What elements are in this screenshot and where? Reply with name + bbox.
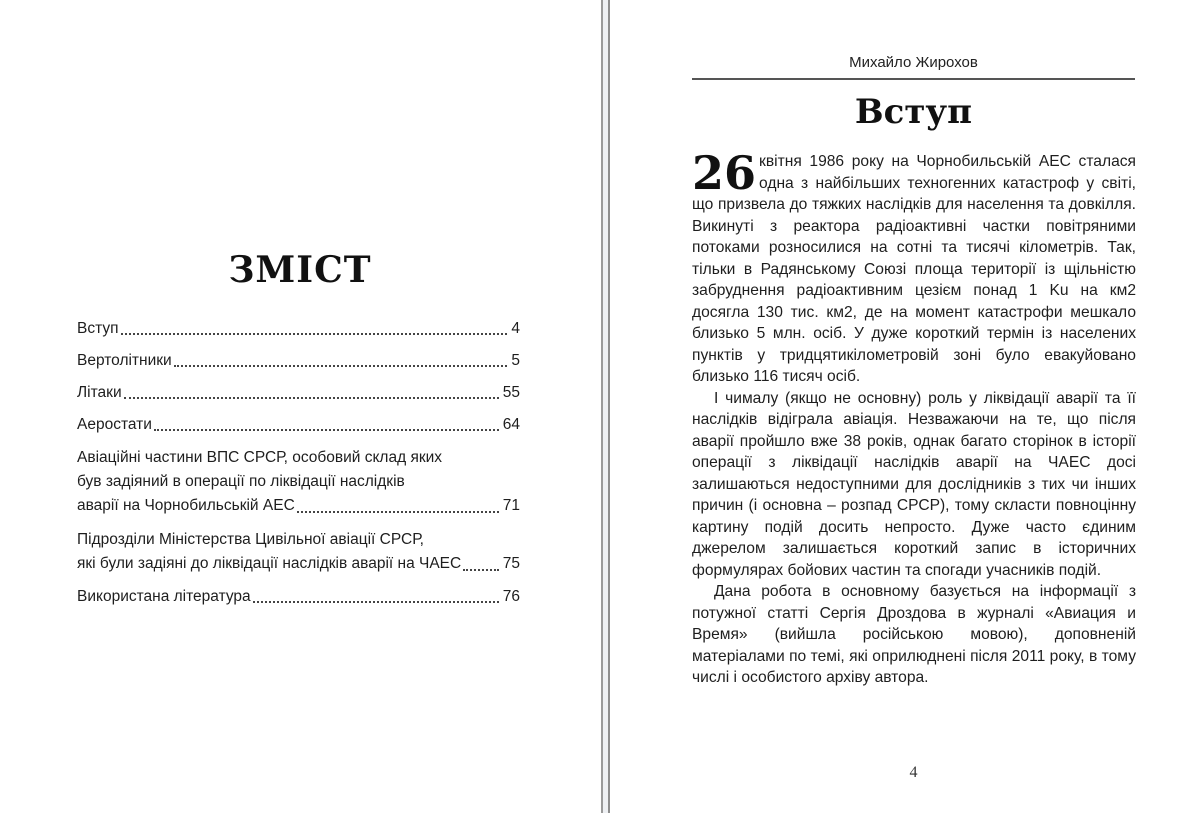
toc-entry[interactable]	[77, 350, 520, 372]
toc-leader-dots	[297, 511, 499, 513]
toc-leader-dots	[463, 569, 499, 571]
toc-page-number: 64	[502, 416, 520, 433]
paragraph-text: квітня 1986 року на Чорнобильській АЕС сталася одна з найбільших техногенних катастроф у світі, що призвела до тяжких наслідків для населення та довкілля. Викинуті з реактора радіоактивні частки повітряними потоками розносилися на сотні та тисячі кілометрів. Так, тільки в Радянському Союзі площа території із щільністю забруднення радіоактивним цезієм понад 1 Ku на км2 досягла 130 тис. км2, де на момент катастрофи мешкало близько 5 млн. осіб. У дуже короткий термін із населених пунктів у тридцятикілометровій зоні було евакуйовано близько 116 тисяч осіб.	[692, 153, 1136, 385]
toc-entry-line: Авіаційні частини ВПС СРСР, особовий склад яких	[77, 449, 443, 466]
header-rule	[692, 78, 1135, 80]
page-number: 4	[909, 764, 918, 781]
body-text	[692, 146, 1136, 689]
chapter-title: Вступ	[854, 92, 973, 132]
paragraph	[692, 146, 1136, 388]
toc-entry-line: був задіяний в операції по ліквідації наслідків	[77, 473, 405, 490]
toc-leader-dots	[124, 397, 499, 399]
toc-entry-line: Підрозділи Міністерства Цивільної авіації СРСР,	[77, 531, 424, 548]
right-page-introduction	[611, 0, 1200, 813]
running-head-author: Михайло Жирохов	[849, 54, 978, 71]
toc-leader-dots	[253, 601, 499, 603]
toc-leader-dots	[121, 333, 508, 335]
toc-page-number: 5	[511, 352, 520, 369]
toc-entry[interactable]	[77, 446, 520, 518]
toc-entry-label: Аеростати	[77, 416, 152, 433]
toc-entry[interactable]	[77, 382, 520, 404]
toc-entry-label: Використана література	[77, 588, 251, 605]
toc-page-number: 71	[502, 497, 520, 514]
toc-entry-label: Літаки	[77, 384, 122, 401]
paragraph: Дана робота в основному базується на інформації з потужної статті Сергія Дроздова в журналі «Авиация и Время» (вийшла російською мовою), доповненій матеріалами по темі, які оприлюднені після 2011 року, в тому числі і особистого архіву автора.	[692, 583, 1136, 686]
toc-title: ЗМІСТ	[228, 249, 372, 291]
toc-entry[interactable]	[77, 414, 520, 436]
paragraph: І чималу (якщо не основну) роль у ліквідації аварії та її наслідків відіграла авіація. Незважаючи на те, що після аварії пройшло вже 38 років, однак багато сторінок в історії операції з ліквідації наслідків аварії на ЧАЕС досі залишаються недоступними для дослідників з тих чи інших причин (і основна – розпад СРСР), тому скласти повноцінну картину подій досить непросто. Дуже часто єдиним джерелом залишається короткий запис в історичних формулярах бойових частин та спогади учасників подій.	[692, 389, 1136, 579]
toc-entry-label: Вертолітники	[77, 352, 172, 369]
toc-leader-dots	[174, 365, 508, 367]
gutter-line-right	[608, 0, 610, 813]
toc-page-number: 55	[502, 384, 520, 401]
toc-entry-label: які були задіяні до ліквідації наслідків аварії на ЧАЕС	[77, 555, 462, 572]
toc-entry-label: аварії на Чорнобильській АЕС	[77, 497, 295, 514]
toc-entry[interactable]	[77, 528, 520, 576]
toc-page-number: 75	[502, 555, 520, 572]
toc-entry[interactable]	[77, 586, 520, 608]
table-of-contents	[77, 318, 520, 618]
drop-cap: 26	[692, 146, 757, 200]
toc-entry[interactable]	[77, 318, 520, 340]
gutter-line-left	[601, 0, 603, 813]
toc-entry-label: Вступ	[77, 320, 119, 337]
toc-page-number: 4	[511, 320, 520, 337]
toc-page-number: 76	[502, 588, 520, 605]
toc-leader-dots	[154, 429, 499, 431]
